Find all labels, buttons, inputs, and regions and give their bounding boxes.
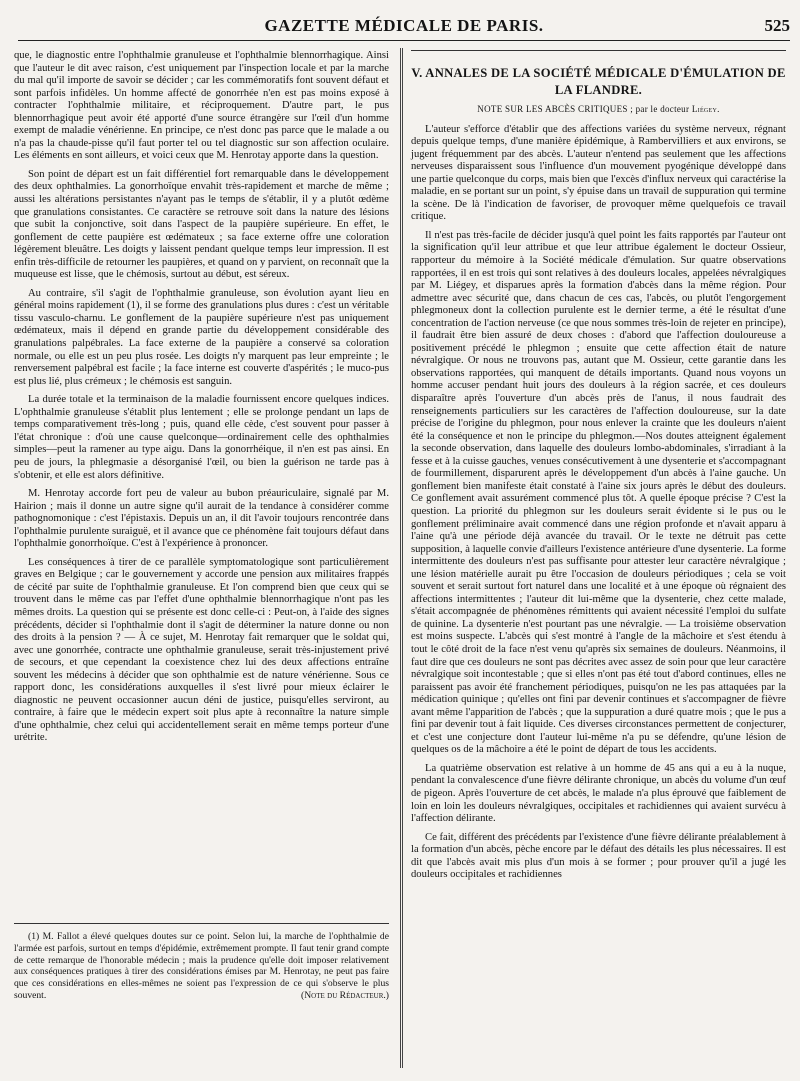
note-title-author: Liégey. (691, 104, 720, 114)
paragraph: Ce fait, différent des précédents par l'existence d'une fièvre délirante préalablement à la formation d'un abcès, pèche encore par le défaut des détails les plus nécessaires. Il est dit que l'abcès avait mis plus d'un mois à se former ; pour prouver qu'il a jugé les douleurs occipitales et rachidiennes (411, 831, 786, 881)
footnote-signature: (Note du Rédacteur.) (301, 989, 389, 1001)
paragraph: La quatrième observation est relative à un homme de 45 ans qui a eu à la nuque, pendant la convalescence d'une fièvre délirante chronique, un abcès du volume d'un œuf de pigeon. Après l'ouverture de cet abcès, le malade n'a plus éprouvé que faiblement de loin en loin les douleurs névralgiques, occipitales et rachidiennes qui avaient survécu à l'affection délirante. (411, 762, 786, 825)
page-header (18, 14, 790, 40)
footnote-text: (1) M. Fallot a élevé quelques doutes sur ce point. Selon lui, la marche de l'ophthalmie de l'armée est parfois, surtout en temps d'épidémie, extrêmement prompte. Il faut tenir grand compte de cette remarque de l'honorable médecin ; mais la prudence qu'elle doit imposer relativement aux conséquences pratiques à tirer des considérations émises par M. Henrotay, ne peut pas faire que ces considérations en elles-mêmes ne soient pas l'expression de ce qui s'observe le plus souvent. (14, 931, 389, 1001)
section-rule (411, 50, 786, 51)
paragraph: M. Henrotay accorde fort peu de valeur au bubon préauriculaire, signalé par M. Hairion ; mais il donne un autre signe qu'il aurait de la tendance à considérer comme pathognomonique : c'est l'épistaxis. Depuis un an, il dit l'avoir toujours rencontrée dans l'ophthalmie purulente suraiguë, et il avance que ce phénomène fait toujours défaut dans l'ophthalmie gonorrhoïque. C'est à l'expérience à prononcer. (14, 488, 389, 550)
paragraph: Son point de départ est un fait différentiel fort remarquable dans le développement des deux ophthalmies. La gonorrhoïque envahit très-rapidement et marche de même ; aussi les altérations persistantes n'ayant pas le temps de s'établir, il y a plutôt œdème que granulations consistantes. Ce caractère se retrouve soit dans la nature des lésions que subit la conjonctive, soit dans l'aspect de la paupière supérieure. En effet, le gonflement de cette paupière est œdémateux ; sa face externe offre une coloration légèrement bleuâtre. Les doigts y laissent pendant quelque temps leur impression. Il est enfin très-difficile de retourner les paupières, et quand on y parvient, on reconnaît que la muqueuse est lisse, que le chémosis, surtout au début, est séreux. (14, 168, 389, 281)
paragraph: que, le diagnostic entre l'ophthalmie granuleuse et l'ophthalmie blennorrhagique. Ainsi que l'auteur le dit avec raison, c'est uniquement par l'inspection locale et par la marche du mal qu'il importe de savoir se décider ; car les commémoratifs font souvent défaut et sont parfois infidèles. Un homme affecté de gonorrhée n'en est pas moins exposé à contracter l'ophthalmie militaire, et réciproquement. D'autre part, le pus blennorrhagique peut avoir été apporté d'une source étrangère sur l'œil d'un homme exempt de maladie vénérienne. En principe, ce n'est donc pas parce que le malade a ou n'a pas la chaude-pisse qu'il faut porter tel ou tel diagnostic sur son affection oculaire. Les éléments en sont ailleurs, et voici ceux que M. Henrotay apporte dans la question. (14, 50, 389, 162)
note-title-prefix: NOTE SUR LES ABCÈS CRITIQUES ; par le docteur (477, 104, 690, 114)
paragraph: Il n'est pas très-facile de décider jusqu'à quel point les faits rapportés par l'auteur ont la signification qu'il leur attribue et que leur attribue également le docteur Ossieur, rapporteur du mémoire à la Société médicale d'émulation. Sur quatre observations rapportées, il en est trois qui sont relatives à des douleurs locales, appelées névralgiques par M. Liégey, et disparues après la formation d'abcès dans la même région. Pour admettre avec sécurité que, dans chacun de ces cas, l'abcès, ou plutôt l'engorgement phlegmoneux dont la collection purulente est le dernier terme, a été le résultat d'une concentration de l'action nerveuse (ce que nous sommes très-loin de rejeter en principe), il faudrait être bien assuré de deux choses : d'abord que l'affection douloureuse a positivement précédé le phlegmon ; ensuite que cette affection était de nature névralgique. Or nous ne trouvons pas, autant que M. Ossieur, cette garantie dans les observations rapportées, qui manquent de détails importants. Quand nous voyons un homme accuser pendant huit jours des douleurs à la région sacrée, et ces douleurs disparaître après l'ouverture d'un abcès près de l'anus, il nous faudrait des renseignements particuliers sur les caractères de l'affection douloureuse, sur la date précise de l'origine du phlegmon, pour nous enlever la crainte que les douleurs n'aient été la conséquence et non le principe du phlegmon.—Nos doutes atteignent également la seconde observation, dans laquelle des douleurs lombo-abdominales, s'irradiant à la fesse et à la cuisse gauches, venues consécutivement à une dysenterie et s'accompagnant de fourmillement, disparurent après le développement d'un abcès à l'aine gauche. Un gonflement bien manifeste était constaté à l'aine six jours après le début des douleurs. Ce gonflement avait assurément commencé plus tôt. A quelle époque précise ? C'est la question. La priorité du phlegmon sur les douleurs serait évidente si le pus ou le gonflement préliminaire avait commencé dans une région profonde et n'avait apparu à l'aine qu'à une période déjà avancée du travail. Or le texte ne détruit pas cette supposition, à laquelle convie d'ailleurs l'existence antérieure d'une dysenterie. La forme intermittente des douleurs n'est pas suffisante pour attester leur caractère névralgique ; une lésion matérielle aurait pu être l'occasion de douleurs périodiques ; cela se voit souvent et serait surtout fort naturel dans une localité et à une époque où régnaient des affections intermittentes ; l'auteur dit lui-même que la dysenterie, chez cette malade, s'était accompagnée de phénomènes rémittents qui avaient nécessité l'emploi du sulfate de quinine. La dysenterie n'est pourtant pas une névralgie. — La troisième observation est moins suspecte. L'abcès qui s'est montré à l'angle de la mâchoire et s'est étendu à tout le côté droit de la face n'est venu qu'après six semaines de douleurs. Néanmoins, il faut dire que ces douleurs ne sont pas décrites avec assez de soin pour que leur caractère névralgique soit incontestable ; que si elles n'ont pas été tout d'abord continues, elles ne paraissent pas avoir été franchement périodiques, puisqu'on ne les pas attaquées par la médication quinique ; qu'elles ont fini par devenir continues et s'accompagner de fièvre avant même l'apparition de l'abcès ; que la suppuration a duré quatre mois ; que le pus a fini par devenir tout à fait liquide. Ces diverses circonstances permettent de conjecturer, et c'est une conjecture dont l'auteur lui-même n'a pu se défendre, qu'une lésion de quelques os de la mâchoire a été le point de départ de tous les accidents. (411, 229, 786, 756)
paragraph: La durée totale et la terminaison de la maladie fournissent encore quelques indices. L'ophthalmie granuleuse s'établit plus lentement ; elle se prolonge pendant un laps de temps comparativement très-long ; puis, quand elle cède, c'est souvent pour passer à l'état chronique : d'où une cause quelconque—ordinairement celle des ophthalmies simples—peut la ramener au type aigu. Dans la gonorrhéique, il n'en est pas ainsi. En peu de jours, la phlegmasie a désorganisé l'œil, ou bien la guérison ne tarde pas à s'obtenir, et elle est alors définitive. (14, 394, 389, 481)
journal-title: GAZETTE MÉDICALE DE PARIS. (264, 16, 544, 35)
paragraph: Au contraire, s'il s'agit de l'ophthalmie granuleuse, son évolution ayant lieu en général moins rapidement (1), il se forme des granulations plus dures : c'est un véritable tissu vasculo-charnu. Le gonflement de la paupière supérieure n'est pas uniquement œdémateux, mais il dépend en grande partie du développement considérable des granulations palpébrales. La face externe de la paupière a conservé sa coloration normale, ou elle est un peu plus rosée. Les doigts n'y marquent pas leur empreinte ; le renversement palpébral est facile ; la face interne est couverte d'aspérités ; le muco-pus est plus lié, plus crémeux ; le chémosis est sanguin. (14, 287, 389, 387)
footnote-rule (14, 923, 389, 924)
paragraph: L'auteur s'efforce d'établir que des affections variées du système nerveux, régnant depuis quelque temps, d'une manière épidémique, à Rambervilliers et aux environs, se jugent fréquemment par des abcès. L'auteur n'entend pas seulement que les affections nerveuses disparaissent sous l'influence d'un mouvement pyogénique développé dans une partie quelconque du corps, mais bien que l'excès d'influx nerveux qui caractérise la maladie, en se portant sur un point, s'y épuise dans un travail de suppuration qui termine la scène. De là l'indication de favoriser, de provoquer même quelquefois ce travail critique. (411, 123, 786, 223)
note-title (411, 103, 786, 116)
right-column (411, 50, 786, 888)
section-title: V. ANNALES DE LA SOCIÉTÉ MÉDICALE D'ÉMULATION DE LA FLANDRE. (411, 66, 786, 97)
footnote (14, 931, 389, 1002)
column-divider (400, 48, 401, 1068)
left-column (14, 50, 389, 751)
page-number: 525 (764, 16, 790, 35)
column-divider (402, 48, 403, 1068)
paragraph: Les conséquences à tirer de ce parallèle symptomatologique sont particulièrement graves en Belgique ; car le gouvernement y accorde une pension aux militaires frappés de cécité par suite de l'ophthalmie granuleuse. Et l'on comprend bien que ceux qui se trouvent dans le même cas par l'effet d'une ophthalmie blennorrhagique n'ont pas les mêmes droits. La question qui se présente est donc celle-ci : Peut-on, à l'aide des signes précédents, décider si l'ophthalmie dont il s'agit de déterminer la nature donne ou non des droits à la pension ? — À ce sujet, M. Henrotay fait remarquer que le soldat qui, avec une gonorrhée, contracte une ophthalmie granuleuse, serait très-injustement privé de secours, et que cependant la coexistence chez lui des deux affections entraîne souvent les médecins à décider que son ophthalmie est de nature vénérienne. Sous ce rapport donc, les considérations auxquelles il s'est livré pour mieux éclairer le diagnostic ne peuvent occasionner aucun déni de justice, puisqu'elles serviront, au contraire, à faire que le médecin expert soit plus apte à reconnaître la nature simple d'une ophthalmie, chez celui qui accidentellement serait en même temps porteur d'une urétrite. (14, 556, 389, 744)
header-rule (18, 40, 790, 41)
